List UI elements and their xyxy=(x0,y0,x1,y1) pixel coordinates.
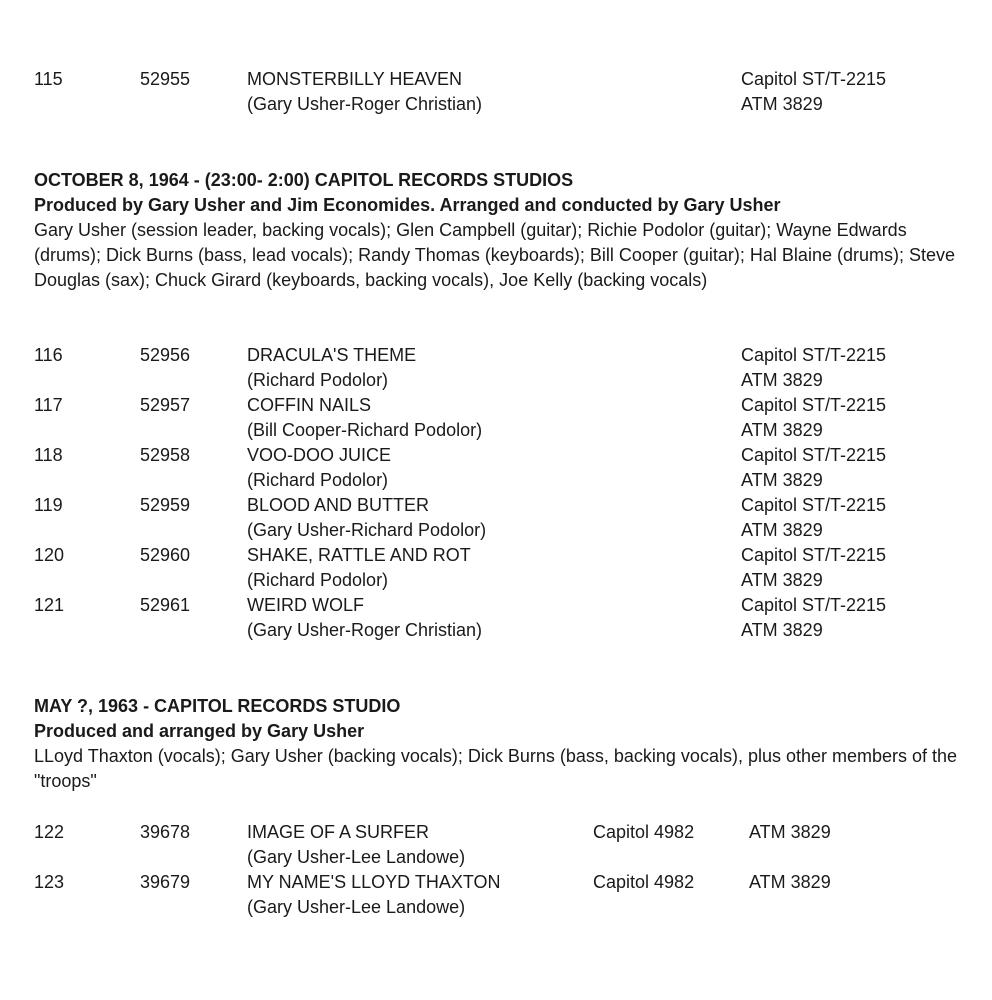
matrix-number: 52957 xyxy=(140,395,191,415)
reissue-number: ATM 3829 xyxy=(741,570,823,590)
catalog-number: Capitol ST/T-2215 xyxy=(741,345,887,365)
reissue-number: ATM 3829 xyxy=(741,520,823,540)
catalog-number: Capitol ST/T-2215 xyxy=(741,545,887,565)
track-writers: (Richard Podolor) xyxy=(247,470,389,490)
track-writers: (Gary Usher-Roger Christian) xyxy=(247,620,483,640)
matrix-number: 52958 xyxy=(140,445,191,465)
track-writers: (Gary Usher-Richard Podolor) xyxy=(247,520,487,540)
reissue-number: ATM 3829 xyxy=(741,620,823,640)
track-number: 118 xyxy=(34,445,63,465)
track-number: 115 xyxy=(34,69,63,89)
track-writers: (Gary Usher-Roger Christian) xyxy=(247,94,483,114)
session-credits: Produced and arranged by Gary Usher xyxy=(34,721,365,741)
track-title: WEIRD WOLF xyxy=(247,595,364,615)
matrix-number: 52960 xyxy=(140,545,191,565)
session-header: MAY ?, 1963 - CAPITOL RECORDS STUDIO xyxy=(34,696,401,716)
matrix-number: 52956 xyxy=(140,345,191,365)
session-header: OCTOBER 8, 1964 - (23:00- 2:00) CAPITOL RECORDS STUDIOS xyxy=(34,170,574,190)
session-personnel: LLoyd Thaxton (vocals); Gary Usher (backing vocals); Dick Burns (bass, backing vocals), plus other members of the "troops" xyxy=(34,746,958,791)
catalog-number: Capitol ST/T-2215 xyxy=(741,595,887,615)
track-title: MONSTERBILLY HEAVEN xyxy=(247,69,463,89)
track-writers: (Gary Usher-Lee Landowe) xyxy=(247,897,466,917)
track-number: 122 xyxy=(34,822,65,842)
reissue-number: ATM 3829 xyxy=(749,872,831,892)
catalog-number: Capitol ST/T-2215 xyxy=(741,395,887,415)
reissue-number: ATM 3829 xyxy=(741,420,823,440)
track-title: SHAKE, RATTLE AND ROT xyxy=(247,545,471,565)
track-title: MY NAME'S LLOYD THAXTON xyxy=(247,872,501,892)
track-number: 119 xyxy=(34,495,63,515)
catalog-number: Capitol 4982 xyxy=(593,872,695,892)
track-writers: (Richard Podolor) xyxy=(247,370,389,390)
track-title: COFFIN NAILS xyxy=(247,395,372,415)
catalog-number: Capitol 4982 xyxy=(593,822,695,842)
matrix-number: 52961 xyxy=(140,595,191,615)
track-number: 121 xyxy=(34,595,65,615)
track-writers: (Richard Podolor) xyxy=(247,570,389,590)
track-number: 116 xyxy=(34,345,63,365)
matrix-number: 39678 xyxy=(140,822,191,842)
track-title: VOO-DOO JUICE xyxy=(247,445,392,465)
matrix-number: 52955 xyxy=(140,69,191,89)
track-writers: (Bill Cooper-Richard Podolor) xyxy=(247,420,483,440)
session-personnel: Gary Usher (session leader, backing vocals); Glen Campbell (guitar); Richie Podolor (guitar); Wayne Edwards (drums); Dick Burns (bass, lead vocals); Randy Thomas (keyboards); Bill Cooper (guitar); Hal Blaine (drums); Steve Douglas (sax); Chuck Girard (keyboards, backing vocals), Joe Kelly (backing vocals) xyxy=(34,220,955,290)
track-title: DRACULA'S THEME xyxy=(247,345,417,365)
track-number: 120 xyxy=(34,545,65,565)
matrix-number: 39679 xyxy=(140,872,191,892)
track-title: IMAGE OF A SURFER xyxy=(247,822,430,842)
catalog-number: Capitol ST/T-2215 xyxy=(741,445,887,465)
reissue-number: ATM 3829 xyxy=(741,470,823,490)
matrix-number: 52959 xyxy=(140,495,191,515)
catalog-number: Capitol ST/T-2215 xyxy=(741,69,887,89)
catalog-number: Capitol ST/T-2215 xyxy=(741,495,887,515)
session-credits: Produced by Gary Usher and Jim Economides. Arranged and conducted by Gary Usher xyxy=(34,195,781,215)
track-number: 117 xyxy=(34,395,63,415)
reissue-number: ATM 3829 xyxy=(741,370,823,390)
track-title: BLOOD AND BUTTER xyxy=(247,495,430,515)
track-writers: (Gary Usher-Lee Landowe) xyxy=(247,847,466,867)
track-number: 123 xyxy=(34,872,65,892)
reissue-number: ATM 3829 xyxy=(749,822,831,842)
reissue-number: ATM 3829 xyxy=(741,94,823,114)
